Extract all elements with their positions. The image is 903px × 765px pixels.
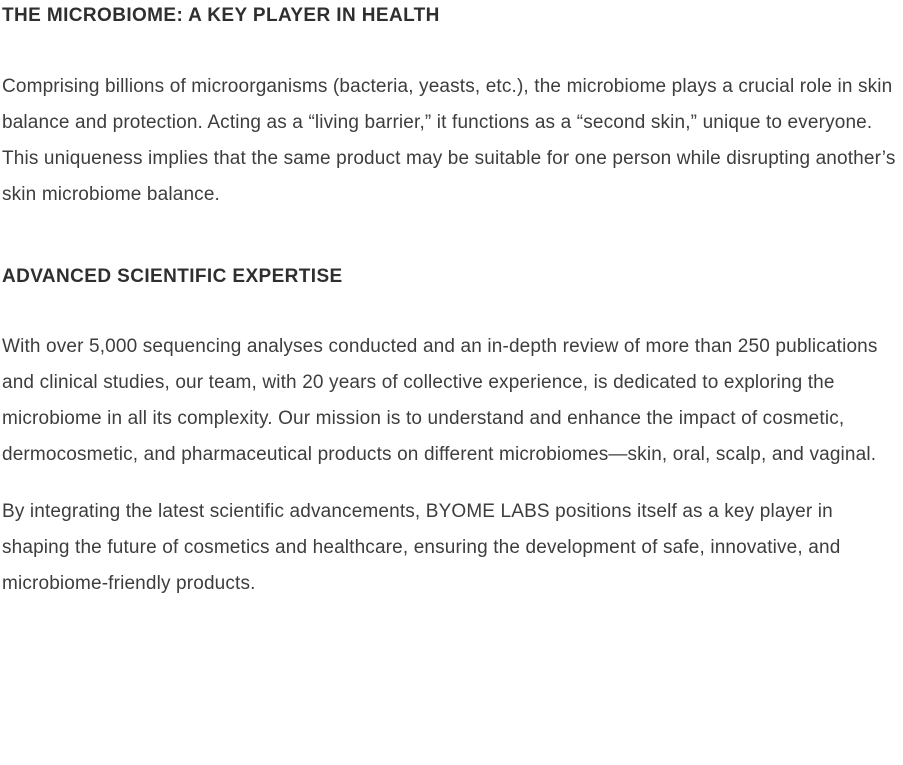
section-paragraph-expertise-1: With over 5,000 sequencing analyses conducted and an in-depth review of more than 250 publications and clinical studies, our team, with 20 years of collective experience, is dedicated to exploring the microbiome in all its complexity. Our mission is to understand and enhance the impact of cosmetic, dermocosmetic, and pharmaceutical products on different microbiomes—skin, oral, scalp, and vaginal. <box>2 336 878 466</box>
section-paragraph-expertise-2: By integrating the latest scientific advancements, BYOME LABS positions itself as a key player in shaping the future of cosmetics and healthcare, ensuring the development of safe, innovative, and microbiome-friendly products. <box>2 501 841 595</box>
section-paragraph-microbiome-1: Comprising billions of microorganisms (bacteria, yeasts, etc.), the microbiome plays a crucial role in skin balance and protection. Acting as a “living barrier,” it functions as a “second skin,” unique to everyone. This uniqueness implies that the same product may be suitable for one person while disrupting another’s skin microbiome balance. <box>2 75 896 205</box>
section-heading-expertise: ADVANCED SCIENTIFIC EXPERTISE <box>2 265 343 287</box>
section-heading-microbiome: THE MICROBIOME: A KEY PLAYER IN HEALTH <box>2 5 440 26</box>
